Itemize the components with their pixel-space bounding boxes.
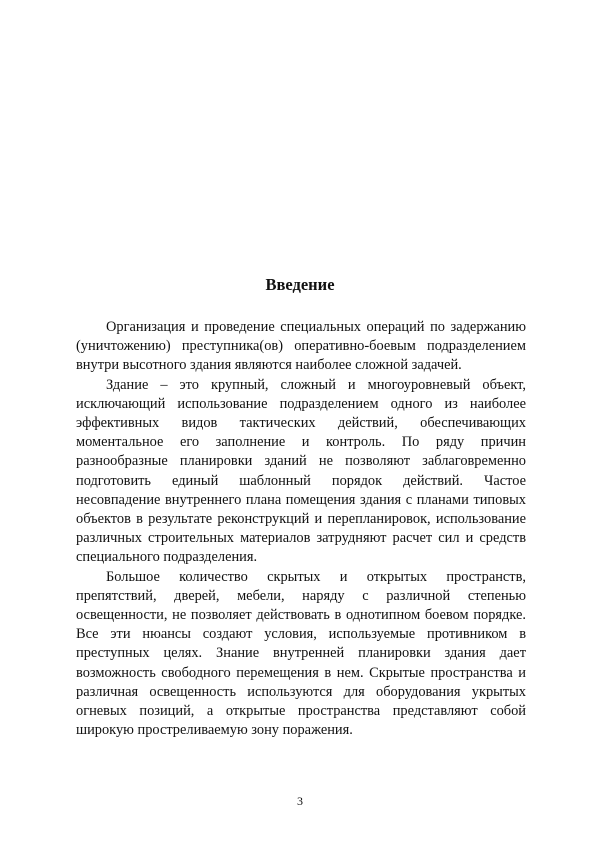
page-number: 3 — [297, 794, 303, 808]
body-text — [76, 318, 526, 740]
section-title: Введение — [265, 275, 335, 294]
paragraph: Здание – это крупный, сложный и многоуровневый объект, исключающий использование подразделением одного из наиболее эффективных видов тактических действий, обеспечивающих моментальное его заполнение и контроль. По ряду причин разнообразные планировки зданий не позволяют заблаговременно подготовить единый шаблонный порядок действий. Частое несовпадение внутреннего плана помещения здания с планами типовых объектов в результате реконструкций и перепланировок, использование различных строительных материалов затрудняют расчет сил и средств специального подразделения. — [76, 376, 526, 566]
paragraph: Организация и проведение специальных операций по задержанию (уничтожению) преступника(ов) оперативно-боевым подразделением внутри высотного здания являются наиболее сложной задачей. — [76, 319, 526, 374]
paragraph: Большое количество скрытых и открытых пространств, препятствий, дверей, мебели, наряду с различной степенью освещенности, не позволяет действовать в однотипном боевом порядке. Все эти нюансы создают условия, используемые противником в преступных целях. Знание внутренней планировки здания дает возможность свободного перемещения в нем. Скрытые пространства и различная освещенность используются для оборудования укрытых огневых позиций, а открытые пространства представляют собой широкую простреливаемую зону поражения. — [76, 568, 526, 739]
